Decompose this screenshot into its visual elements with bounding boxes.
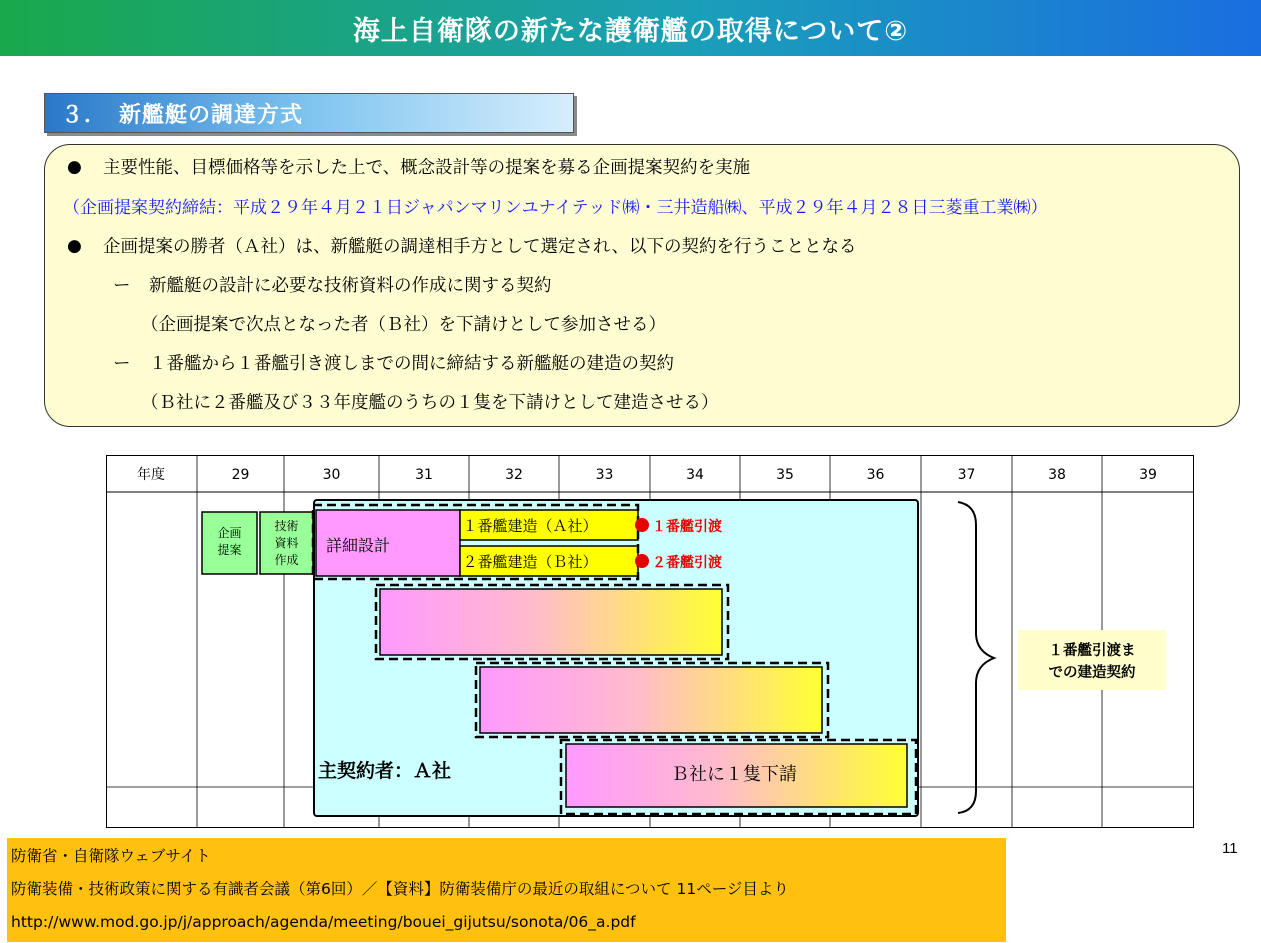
year-label: 37 [957,467,976,483]
ship1-build-label: １番艦建造（Ａ社） [462,517,598,535]
summary-line-5: （企画提案で次点となった者（Ｂ社）を下請けとして参加させる） [141,315,666,335]
contract-note-line-1: １番艦引渡ま [1048,643,1136,659]
gijutsu-line-2: 資料 [274,536,299,550]
summary-line-3: 企画提案の勝者（Ａ社）は、新艦艇の調達相手方として選定され、以下の契約を行うこととなる [103,237,857,257]
schedule-chart [106,455,1196,830]
build-bar-2 [480,667,822,733]
year-label: 30 [322,467,341,483]
ship2-build-label: ２番艦建造（Ｂ社） [462,553,598,571]
summary-line-7: （Ｂ社に２番艦及び３３年度艦のうちの１隻を下請けとして建造させる） [141,393,719,413]
ship1-delivery-dot [635,518,649,532]
year-label: 36 [866,467,885,483]
source-line-2: 防衛装備・技術政策に関する有識者会議（第6回）／【資料】防衛装備庁の最近の取組について 11ページ目より [11,880,789,898]
year-label: 31 [415,467,433,483]
kikaku-line-2: 提案 [217,543,242,557]
summary-line-2: （企画提案契約締結：平成２９年４月２１日ジャパンマリンユナイテッド㈱・三井造船㈱、平成２９年４月２８日三菱重工業㈱） [63,198,1048,218]
title-bar [0,0,1261,56]
contract-note-box [1018,630,1166,690]
ship2-delivery-dot [635,554,649,568]
summary-box [44,144,1240,427]
year-header-label: 年度 [137,467,165,483]
page-number: 11 [1222,840,1238,857]
year-label: 35 [776,467,794,483]
dash-icon: ー [113,276,131,296]
source-url[interactable]: http://www.mod.go.jp/j/approach/agenda/meeting/bouei_gijutsu/sonota/06_a.pdf [11,913,636,931]
gijutsu-line-1: 技術 [274,519,299,533]
build-bar-1 [380,589,722,655]
page-title: 海上自衛隊の新たな護衛艦の取得について② [352,15,909,47]
bullet-icon: ● [67,236,82,256]
dash-icon: ー [113,354,131,374]
ship1-delivery-label: １番艦引渡 [652,519,722,535]
section-heading [44,93,574,133]
year-label: 32 [505,467,523,483]
main-contractor-label: 主契約者：Ａ社 [318,760,452,782]
bullet-icon: ● [67,157,82,177]
source-line-1: 防衛省・自衛隊ウェブサイト [11,847,211,865]
ship2-delivery-label: ２番艦引渡 [652,555,722,571]
detail-design-label: 詳細設計 [325,536,391,555]
year-label: 29 [231,467,250,483]
year-label: 38 [1048,467,1066,483]
gijutsu-line-3: 作成 [274,553,299,567]
source-box [7,838,1006,942]
subcontract-label: Ｂ社に１隻下請 [671,764,797,785]
section-heading-text: ３． 新艦艇の調達方式 [61,102,304,128]
summary-line-6: １番艦から１番艦引き渡しまでの間に締結する新艦艇の建造の契約 [149,354,674,374]
contract-note-line-2: での建造契約 [1048,665,1136,681]
summary-line-4: 新艦艇の設計に必要な技術資料の作成に関する契約 [149,276,552,296]
year-label: 33 [595,467,614,483]
year-label: 34 [686,467,704,483]
year-label: 39 [1139,467,1157,483]
summary-line-1: 主要性能、目標価格等を示した上で、概念設計等の提案を募る企画提案契約を実施 [103,158,751,178]
kikaku-line-1: 企画 [217,526,242,540]
